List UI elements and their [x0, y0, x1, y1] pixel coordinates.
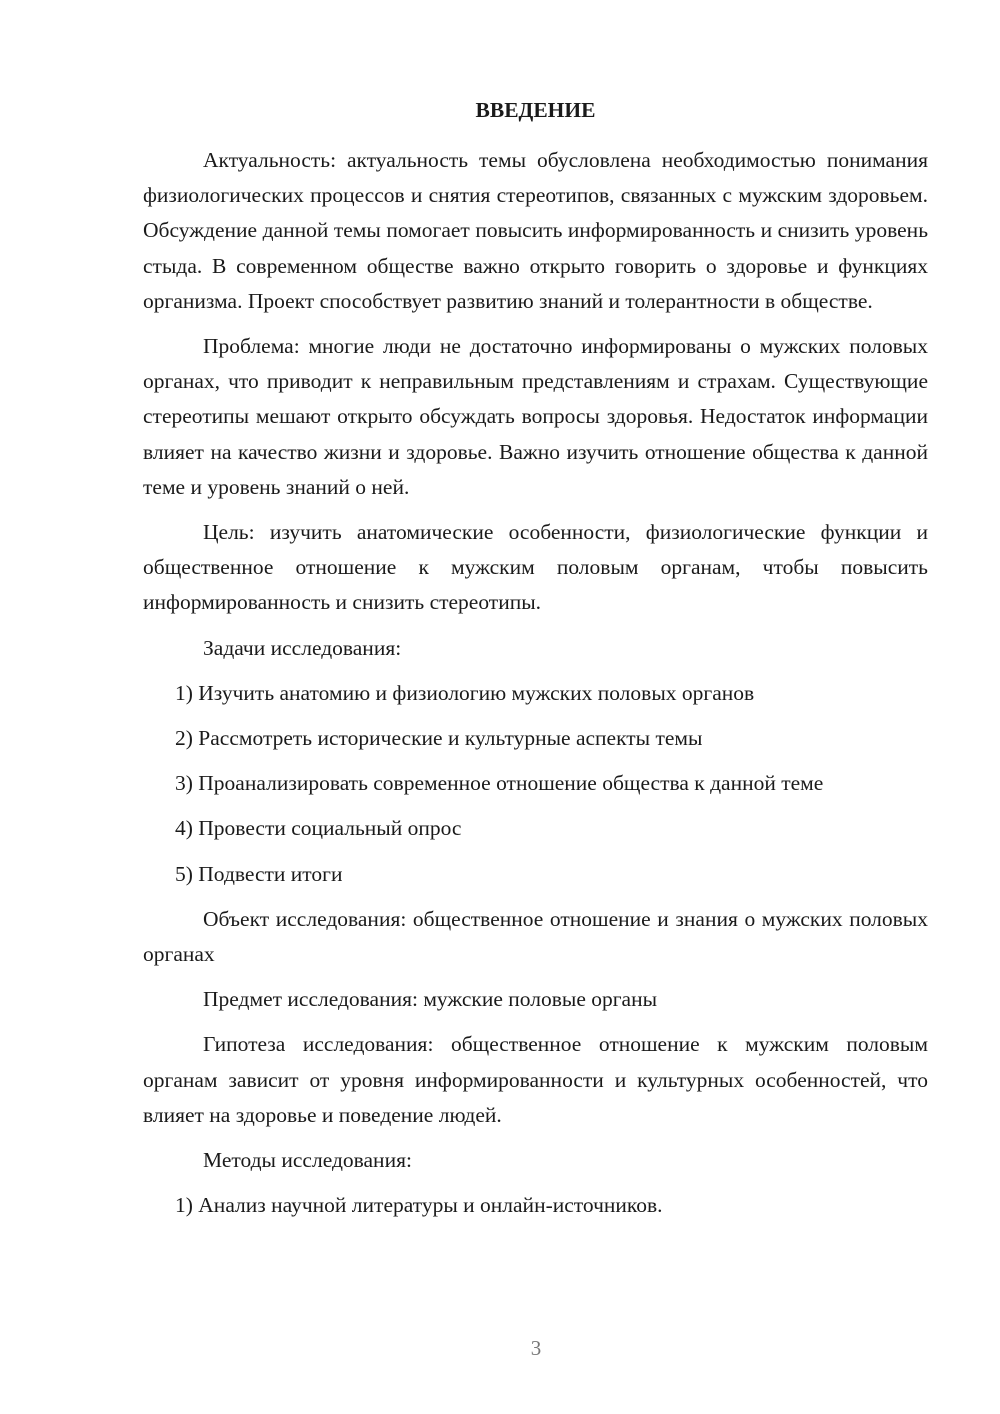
tasks-list — [143, 676, 928, 892]
hypothesis-paragraph: Гипотеза исследования: общественное отношение к мужским половым органам зависит от уровня информированности и культурных особенностей, что влияет на здоровье и поведение людей. — [143, 1032, 928, 1127]
methods-list — [143, 1188, 928, 1223]
page-title: ВВЕДЕНИЕ — [475, 98, 596, 122]
problem-paragraph: Проблема: многие люди не достаточно информированы о мужских половых органах, что приводит к неправильным представлениям и страхам. Существующие стереотипы мешают открыто обсуждать вопросы здоровья. Недостаток информации влияет на качество жизни и здоровье. Важно изучить отношение общества к данной теме и уровень знаний о ней. — [143, 334, 928, 499]
methods-heading: Методы исследования: — [203, 1148, 412, 1173]
object-paragraph: Объект исследования: общественное отношение и знания о мужских половых органах — [143, 906, 928, 967]
page-content — [143, 95, 928, 1233]
list-item: 4) Провести социальный опрос — [175, 816, 462, 841]
list-item: 5) Подвести итоги — [175, 861, 343, 886]
relevance-paragraph: Актуальность: актуальность темы обусловлена необходимостью понимания физиологических процессов и снятия стереотипов, связанных с мужским здоровьем. Обсуждение данной темы помогает повысить информированность и снизить уровень стыда. В современном обществе важно открыто говорить о здоровье и функциях организма. Проект способствует развитию знаний и толерантности в обществе. — [143, 148, 928, 313]
list-item: 1) Анализ научной литературы и онлайн-источников. — [175, 1193, 663, 1218]
subject-paragraph: Предмет исследования: мужские половые органы — [203, 987, 658, 1012]
goal-paragraph: Цель: изучить анатомические особенности, физиологические функции и общественное отношение к мужским половым органам, чтобы повысить информированность и снизить стереотипы. — [143, 520, 928, 615]
page-number: 3 — [530, 1336, 542, 1360]
tasks-heading: Задачи исследования: — [203, 635, 402, 660]
list-item: 3) Проанализировать современное отношение общества к данной теме — [175, 771, 824, 796]
list-item: 1) Изучить анатомию и физиологию мужских половых органов — [175, 680, 755, 705]
list-item: 2) Рассмотреть исторические и культурные аспекты темы — [175, 726, 703, 751]
